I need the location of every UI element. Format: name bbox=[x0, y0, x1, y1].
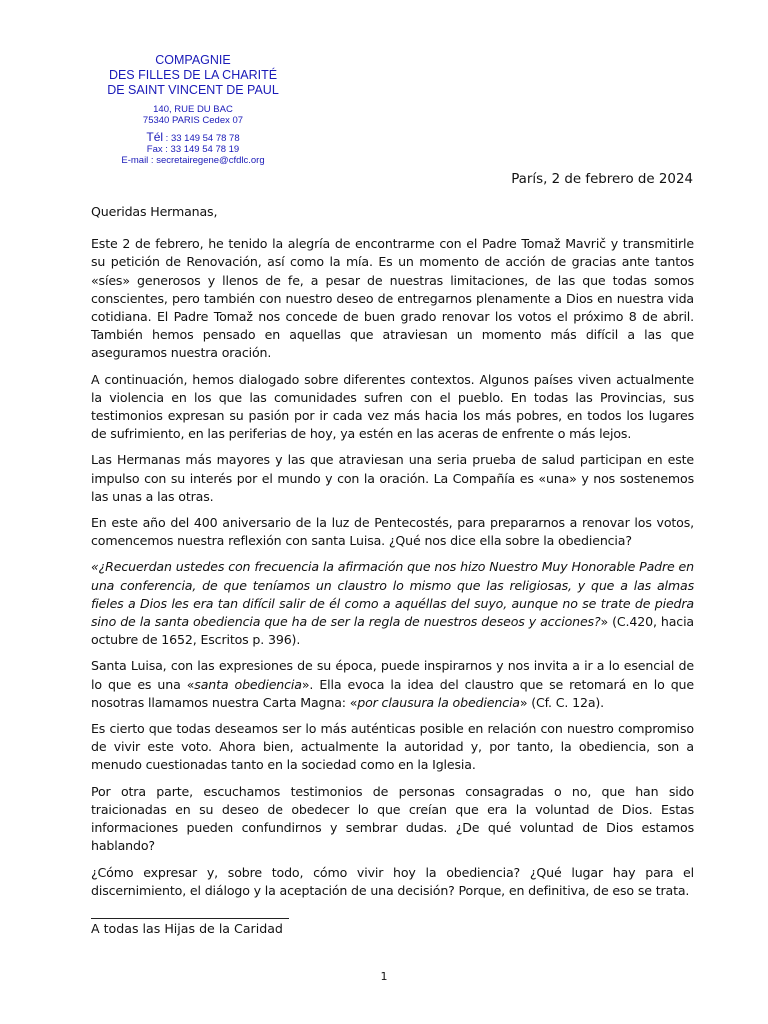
quote-open: « bbox=[91, 559, 99, 575]
org-phone bbox=[78, 132, 308, 144]
org-name-line-2: DES FILLES DE LA CHARITÉ bbox=[108, 68, 278, 82]
paragraph: Las Hermanas más mayores y las que atraviesan una seria prueba de salud participan en este impulso con su interés por el mundo y con la oración. La Compañía es «una» y nos sostenemos las unas a las otras. bbox=[91, 452, 694, 504]
letter-body bbox=[91, 203, 694, 908]
quote-paragraph bbox=[91, 558, 694, 649]
org-city: 75340 PARIS Cedex 07 bbox=[142, 115, 244, 126]
org-address bbox=[78, 104, 308, 126]
org-phone-number: : 33 149 54 78 78 bbox=[163, 133, 240, 144]
text-span: » (Cf. C. 12a). bbox=[519, 694, 605, 710]
page-number: 1 bbox=[380, 970, 388, 983]
org-name-line-1: COMPAGNIE bbox=[155, 53, 231, 67]
org-street: 140, RUE DU BAC bbox=[153, 104, 233, 115]
org-phone-label: Tél bbox=[146, 130, 164, 144]
org-email: E-mail : secretairegene@cfdlc.org bbox=[121, 155, 265, 166]
quote-citation: » (C.420, hacia octubre de 1652, Escritos p. 396). bbox=[91, 614, 695, 648]
paragraph: Es cierto que todas deseamos ser lo más auténticas posible en relación con nuestro compromiso de vivir este voto. Ahora bien, actualmente la autoridad y, por tanto, la obediencia, son a menudo cuestionadas tanto en la sociedad como en la Iglesia. bbox=[91, 721, 694, 773]
santa-obediencia: santa obediencia bbox=[194, 676, 302, 692]
org-contact bbox=[78, 132, 308, 166]
addressee: A todas las Hijas de la Caridad bbox=[91, 921, 283, 936]
text-span: Santa Luisa, con las expresiones de su época, puede inspirarnos y nos invita a ir a lo esencial de lo que es una « bbox=[91, 658, 694, 692]
footnote-rule bbox=[91, 918, 289, 919]
por-clausura: por clausura la obediencia bbox=[357, 694, 520, 710]
paragraph: ¿Cómo expresar y, sobre todo, cómo vivir hoy la obediencia? ¿Qué lugar hay para el discernimiento, el diálogo y la aceptación de una decisión? Porque, en definitiva, de eso se trata. bbox=[91, 864, 694, 898]
quote-text: ¿Recuerdan ustedes con frecuencia la afirmación que nos hizo Nuestro Muy Honorable Padre en una conferencia, de que teníamos un claustro lo mismo que las religiosas, y que a las almas fieles a Dios les era tan difícil salir de él como a aquéllas del suyo, aunque no se trate de piedra sino de la santa obediencia que ha de ser la regla de nuestros deseos y acciones? bbox=[91, 559, 694, 630]
letterhead bbox=[78, 53, 308, 166]
paragraph: En este año del 400 aniversario de la luz de Pentecostés, para prepararnos a renovar los votos, comencemos nuestra reflexión con santa Luisa. ¿Qué nos dice ella sobre la obediencia? bbox=[91, 515, 694, 549]
text-span: ». Ella evoca la idea del claustro que se retomará en lo que nosotras llamamos nuestra Carta Magna: « bbox=[91, 676, 694, 710]
greeting: Queridas Hermanas, bbox=[91, 204, 218, 219]
org-name-line-3: DE SAINT VINCENT DE PAUL bbox=[107, 83, 279, 97]
paragraph: Este 2 de febrero, he tenido la alegría de encontrarme con el Padre Tomaž Mavrič y transmitirle su petición de Renovación, así como la mía. Es un momento de acción de gracias ante tantos «síes» generosos y llenos de fe, a pesar de nuestras limitaciones, de las que todas somos conscientes, pero también con nuestro deseo de entregarnos plenamente a Dios en nuestra vida cotidiana. El Padre Tomaž nos concede de buen grado renovar los votos el próximo 8 de abril. También hemos pensado en aquellas que atraviesan un momento más difícil a las que aseguramos nuestra oración. bbox=[91, 236, 694, 361]
letter-date: París, 2 de febrero de 2024 bbox=[511, 172, 693, 187]
luisa-paragraph bbox=[91, 657, 694, 712]
paragraph: Por otra parte, escuchamos testimonios de personas consagradas o no, que han sido traicionadas en su deseo de obedecer lo que creían que era la voluntad de Dios. Estas informaciones pueden confundirnos y sembrar dudas. ¿De qué voluntad de Dios estamos hablando? bbox=[91, 783, 694, 854]
org-fax: Fax : 33 149 54 78 19 bbox=[146, 144, 240, 155]
paragraph: A continuación, hemos dialogado sobre diferentes contextos. Algunos países viven actualmente la violencia en los que las comunidades sufren con el pueblo. En todas las Provincias, sus testimonios expresan su pasión por ir cada vez más hacia los más pobres, en todos los lugares de sufrimiento, en las periferias de hoy, ya estén en las aceras de enfrente o más lejos. bbox=[91, 371, 694, 442]
